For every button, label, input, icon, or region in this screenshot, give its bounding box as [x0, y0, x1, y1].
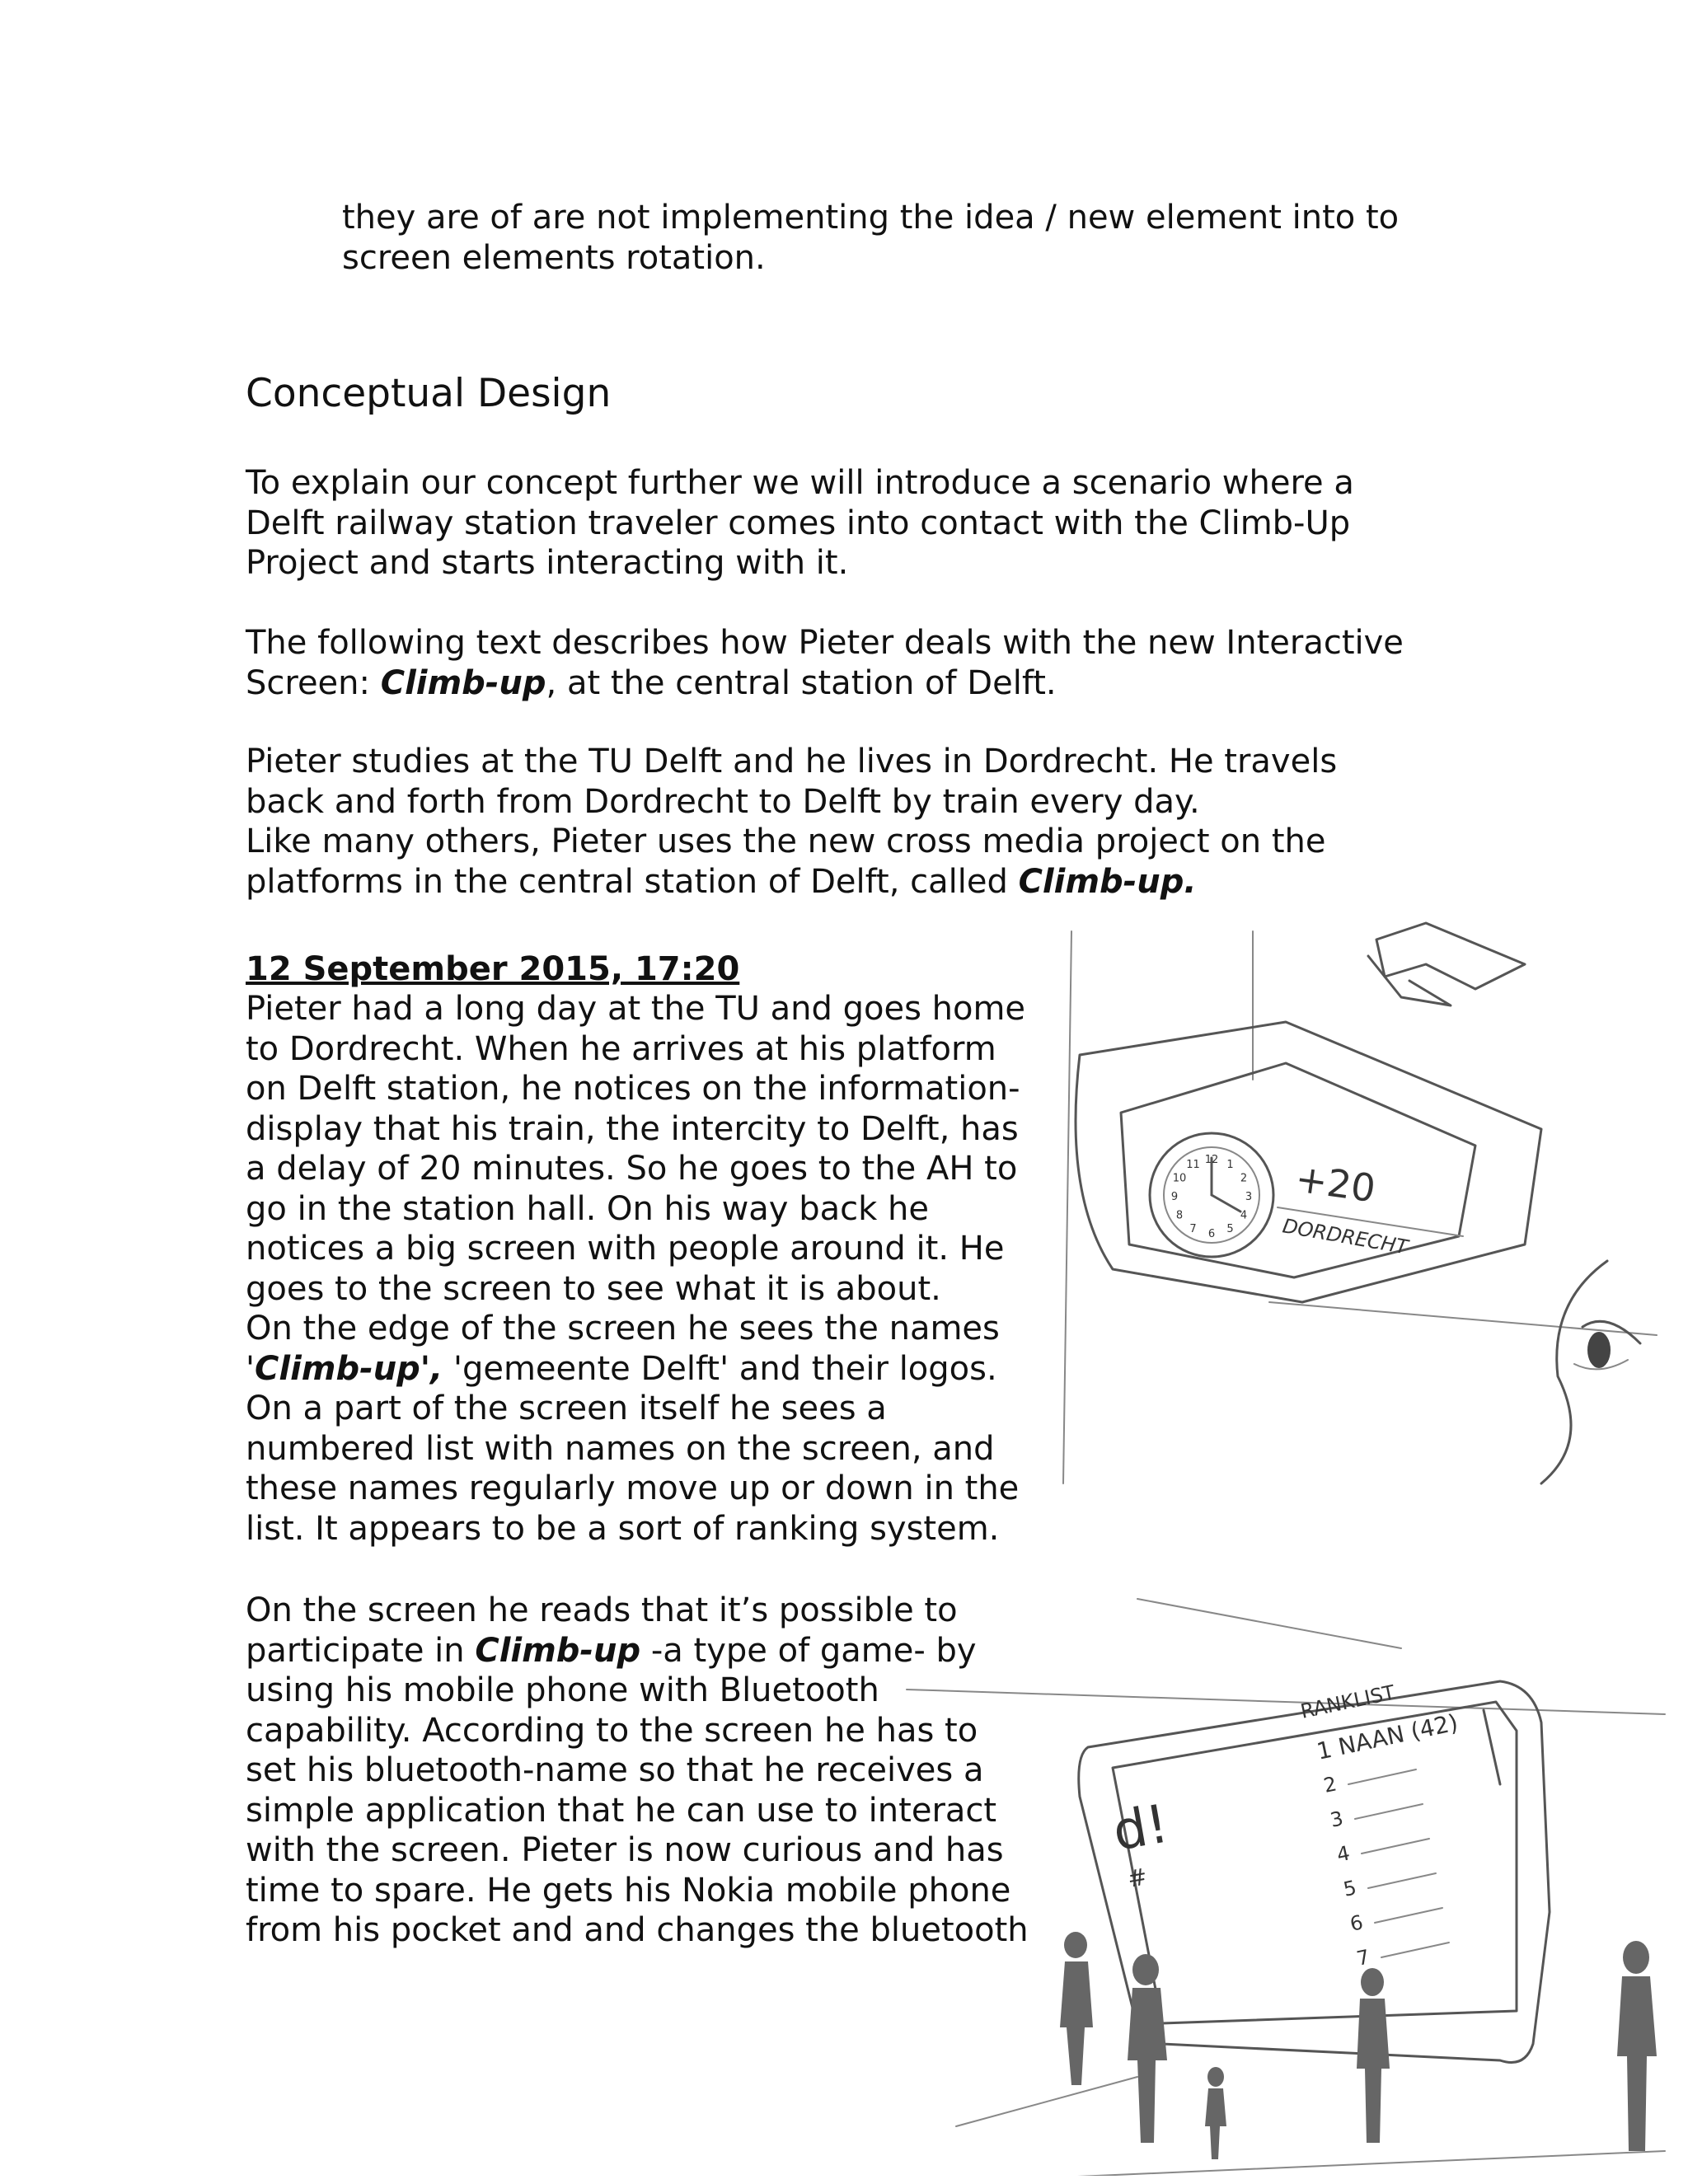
clock-number: 12 [1204, 1154, 1219, 1166]
clock-number: 9 [1170, 1191, 1179, 1203]
clock-number: 2 [1240, 1172, 1248, 1185]
paragraph-text: On the screen he reads that it’s possible to participate in [246, 1591, 958, 1670]
ranklist-rank-number: 2 [1321, 1772, 1339, 1797]
ranklist-name-line [1381, 1943, 1449, 1957]
ranklist-rank-number: 4 [1334, 1841, 1353, 1867]
ns-logo-icon [1368, 923, 1525, 1005]
pieter-screen-paragraph [246, 623, 1404, 703]
ranklist-rank-number: 6 [1348, 1910, 1366, 1936]
platform-pillars [1063, 931, 1253, 1483]
date-heading: 12 September 2015, 17:20 [246, 950, 740, 988]
ranklist-name-line [1375, 1908, 1442, 1923]
delay-label: +20 [1292, 1155, 1379, 1212]
paragraph-text: -a type of game- by using his mobile phone with Bluetooth capability. According to the screen he has to set his bluetooth-name so that he receives a simple application that he can use to interact with the screen. Pieter is now curious and has time to spare. He gets his Nokia mobile phone from his pocket and and changes the bluetooth [246, 1631, 1029, 1949]
clock-number: 4 [1240, 1209, 1248, 1222]
ranklist-title: RANKLIST [1298, 1680, 1397, 1723]
ranklist-name-line [1368, 1873, 1436, 1888]
d-logo-icon: d! [1108, 1793, 1174, 1863]
clock-number: 11 [1186, 1159, 1200, 1171]
section-title: Conceptual Design [246, 371, 612, 416]
ranklist-entries [1321, 1769, 1449, 1971]
eye-icon [1541, 1261, 1640, 1483]
clock-number: 7 [1189, 1223, 1197, 1235]
ranklist-rank-number: 5 [1341, 1876, 1359, 1901]
climb-up-brand: Climb-up [380, 663, 546, 702]
clock-number: 10 [1172, 1172, 1187, 1185]
clock-number: 6 [1207, 1228, 1216, 1240]
clock-number: 5 [1226, 1223, 1234, 1235]
paragraph-text: , at the central station of Delft. [546, 663, 1057, 702]
interactive-screen-sketch [890, 1582, 1681, 2176]
climb-up-brand: Climb-up [475, 1631, 641, 1670]
ranklist-rank-number: 7 [1354, 1945, 1372, 1971]
story-paragraph-1 [246, 989, 1025, 1549]
ranklist-first-entry: 1 NAAN (42) [1314, 1708, 1461, 1765]
climb-up-brand: Climb-up', [255, 1349, 443, 1388]
station-display-sketch [1014, 915, 1673, 1492]
destination-label: DORDRECHT [1280, 1214, 1410, 1259]
ranklist-name-line [1355, 1804, 1423, 1819]
paragraph-text: 'gemeente Delft' and their logos. On a part of the screen itself he sees a numbered list with names on the screen, and these names regularly move up or down in the list. It appears to be a sort of ranking system. [246, 1349, 1020, 1548]
logo-subtitle: # [1125, 1863, 1150, 1893]
clock-number: 3 [1245, 1191, 1253, 1203]
ranklist-rank-number: 3 [1328, 1807, 1346, 1832]
paragraph-text: Pieter studies at the TU Delft and he lives in Dordrecht. He travels back and forth from Dordrecht to Delft by train every day. Like many others, Pieter uses the new cross media project on the platforms in the central station of Delft, called [246, 743, 1338, 901]
scenario-intro-paragraph: To explain our concept further we will introduce a scenario where a Delft railway station traveler comes into contact with the Climb-Up Project and starts interacting with it. [246, 464, 1354, 582]
clock-number: 8 [1175, 1209, 1184, 1222]
paragraph-text: Pieter had a long day at the TU and goes home to Dordrecht. When he arrives at his platform on Delft station, he notices on the information- display that his train, the intercity to Delft, has a delay of 20 minutes. So he goes to the AH to go in the station hall. On his way back he notices a big screen with people around it. He goes to the screen to see what it is about. On the edge of the screen he sees the names ' [246, 990, 1026, 1388]
intro-continuation-paragraph: they are of are not implementing the idea / new element into to screen elements rotation. [342, 199, 1400, 277]
climb-up-brand: Climb-up. [1018, 862, 1197, 901]
ranklist-name-line [1348, 1769, 1416, 1784]
clock-number: 1 [1226, 1159, 1234, 1171]
paragraph-text: The following text describes how Pieter deals with the new Interactive Screen: [246, 624, 1404, 702]
ranklist-name-line [1362, 1839, 1429, 1854]
pieter-intro-paragraph [246, 742, 1337, 902]
